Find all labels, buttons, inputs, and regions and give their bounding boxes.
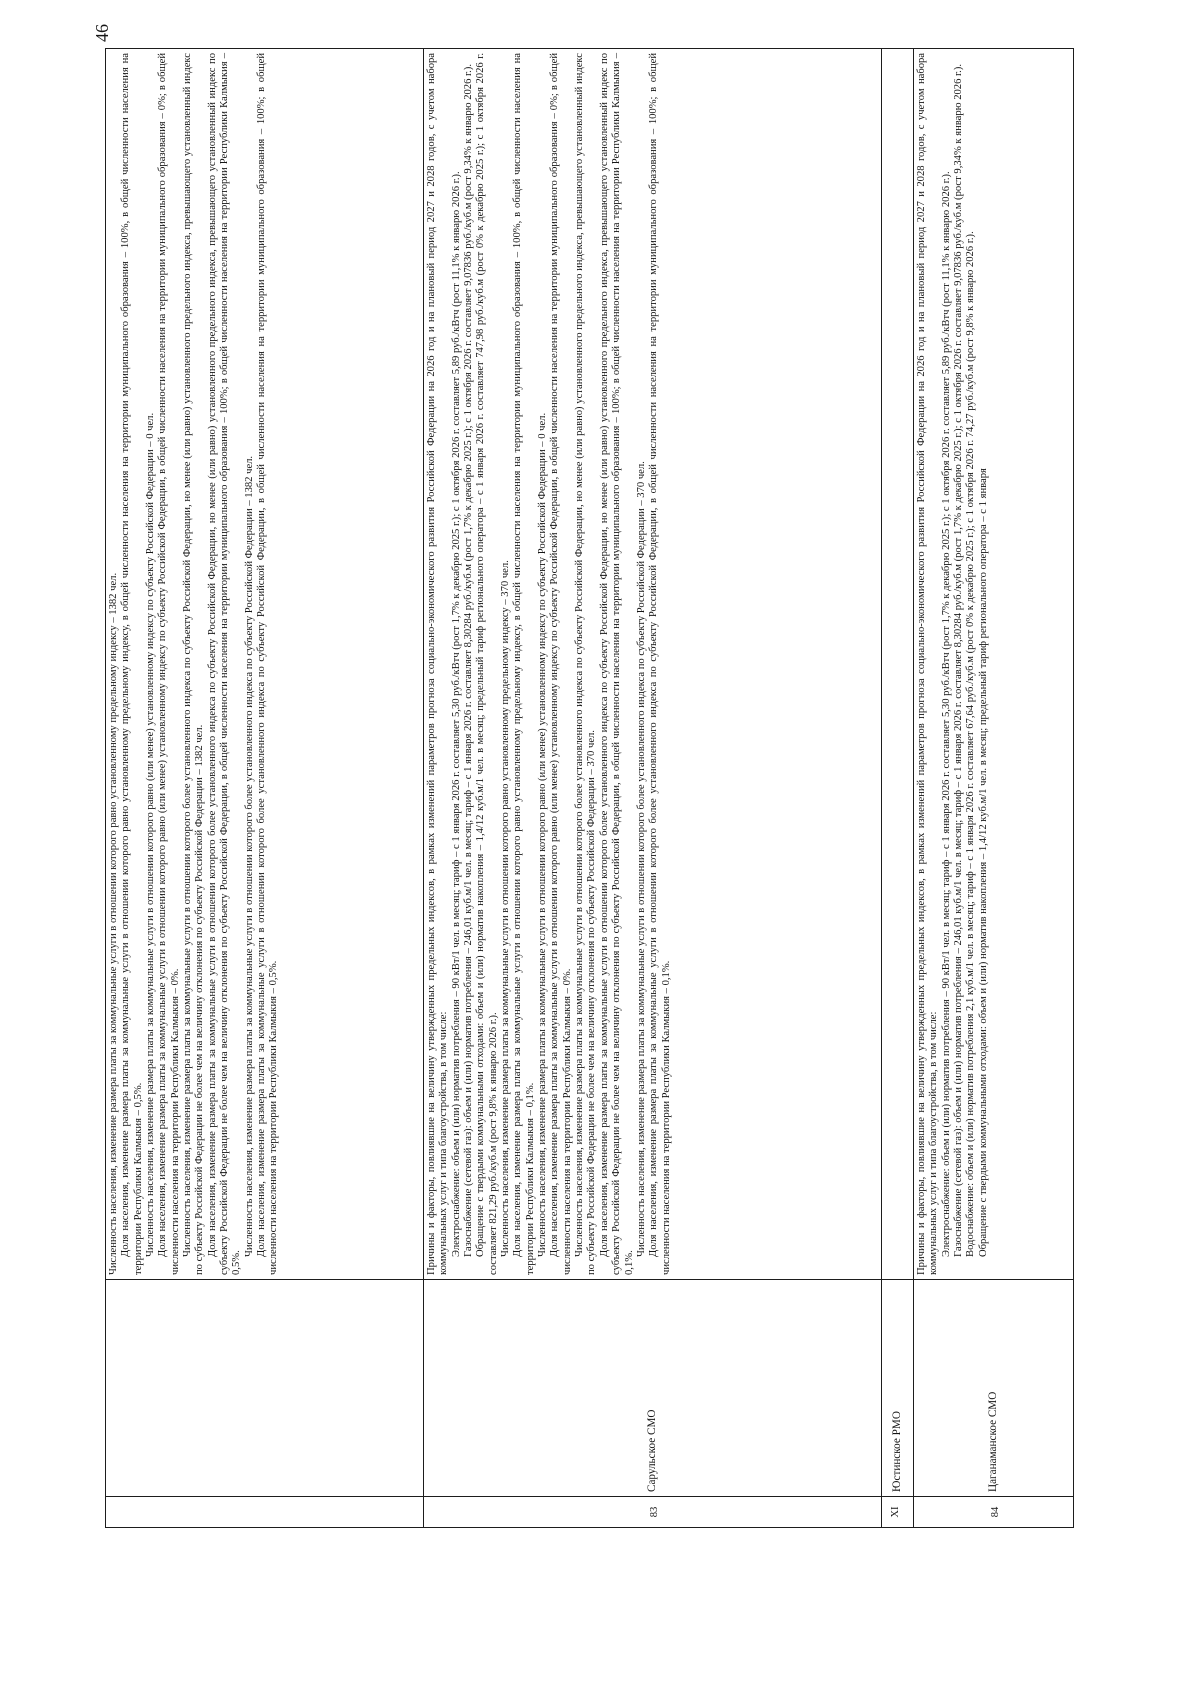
district-name: Юстинское РМО [882, 1280, 914, 1497]
paragraph: Численность населения, изменение размера платы за коммунальные услуги в отношении которого равно (или менее) установленному индексу по субъекту Российской Федерации – 0 чел. [145, 412, 157, 1257]
paragraph: Доля населения, изменение размера платы за коммунальные услуги в отношении которого более установленного индекса по субъекту Российской Федерации, в общей численности населения на территории муниципального образования – 100%; в общей численности населения на территории Республики Калмыкия – 0,5%. [256, 53, 280, 1275]
paragraph: Причины и факторы, повлиявшие на величину утвержденных предельных индексов, в рамках изменений параметров прогноза социально-экономического развития Российской Федерации на 2026 год и на плановый период 2027 и 2028 годов, с учетом набора коммунальных услуг и типа благоустройства, в том числе: [426, 53, 450, 1275]
paragraph: Газоснабжение (сетевой газ): объем и (или) норматив потребления – 246,01 куб.м/1 чел. в месяц; тариф – с 1 января 2026 г. составляет 8,30284 руб./куб.м (рост 1,7% к декабрю 2025 г.); с 1 октября 2026 г. составляет 9,07836 руб./куб.м (рост 9,34% к январю 2026 г.). [463, 64, 475, 1257]
paragraph: Водоснабжение: объем и (или) норматив потребления 2,1 куб.м/1 чел. в месяц; тариф – с 1 января 2026 г. составляет 67,64 руб./куб.м (рост 0% к декабрю 2025 г.); с 1 октября 2026 г. 74,27 руб./куб.м (рост 9,8% к январю 2026 г.). [965, 231, 977, 1257]
paragraph: Доля населения, изменение размера платы за коммунальные услуги в отношении которого равно установленному предельному индексу, в общей численности населения на территории муниципального образования – 100%, в общей численности населения на территории Республики Калмыкия – 0,5%. [120, 53, 144, 1275]
table-row [914, 49, 1074, 1528]
row-text [106, 49, 424, 1280]
municipal-index-table [105, 48, 1074, 1528]
paragraph: Доля населения, изменение размера платы за коммунальные услуги в отношении которого более установленного индекса по субъекту Российской Федерации, но менее (или равно) установленного предельного индекса, превышающего установленный индекс по субъекту Российской Федерации не более чем на величину отклонения по субъекту Российской Федерации, в общей численности населения на территории муниципального образования – 100%; в общей численности населения на территории Республики Калмыкия – 0,1%. [598, 53, 635, 1275]
paragraph: Электроснабжение: объем и (или) норматив потребления – 90 кВт/1 чел. в месяц; тариф – с 1 января 2026 г. составляет 5,30 руб./кВтч (рост 1,7% к декабрю 2025 г.); с 1 октября 2026 г. составляет 5,89 руб./кВтч (рост 11,1% к январю 2026 г.). [940, 171, 952, 1257]
paragraph: Численность населения, изменение размера платы за коммунальные услуги в отношении которого более установленного индекса по субъекту Российской Федерации – 370 чел. [635, 461, 647, 1257]
paragraph: Электроснабжение: объем и (или) норматив потребления – 90 кВт/1 чел. в месяц; тариф – с 1 января 2026 г. составляет 5,30 руб./кВтч (рост 1,7% к декабрю 2025 г.); с 1 октября 2026 г. составляет 5,89 руб./кВтч (рост 11,1% к январю 2026 г.). [450, 171, 462, 1257]
paragraph: Доля населения, изменение размера платы за коммунальные услуги в отношении которого равно установленному предельному индексу, в общей численности населения на территории муниципального образования – 100%, в общей численности населения на территории Республики Калмыкия – 0,1%. [512, 53, 536, 1275]
row-number: XI [882, 1497, 914, 1528]
paragraph: Причины и факторы, повлиявшие на величину утвержденных предельных индексов, в рамках изменений параметров прогноза социально-экономического развития Российской Федерации на 2026 год и на плановый период 2027 и 2028 годов, с учетом набора коммунальных услуг и типа благоустройства, в том числе: [916, 53, 940, 1275]
row-number: 83 [424, 1497, 882, 1528]
row-text [914, 49, 1074, 1280]
paragraph: Доля населения, изменение размера платы за коммунальные услуги в отношении которого равно (или менее) установленному индексу по субъекту Российской Федерации, в общей численности населения на территории муниципального образования – 0%; в общей численности населения на территории Республики Калмыкия – 0%. [157, 53, 181, 1275]
page-number: 46 [92, 24, 112, 42]
rotated-table-wrapper [105, 48, 1095, 1528]
row-number: 84 [914, 1497, 1074, 1528]
municipality-name [106, 1280, 424, 1497]
paragraph: Доля населения, изменение размера платы за коммунальные услуги в отношении которого более установленного индекса по субъекту Российской Федерации, в общей численности населения на территории муниципального образования – 100%; в общей численности населения на территории Республики Калмыкия – 0,1%. [648, 53, 672, 1275]
paragraph: Численность населения, изменение размера платы за коммунальные услуги в отношении которого равно установленному предельному индексу – 1382 чел. [108, 572, 119, 1275]
row-text [424, 49, 882, 1280]
row-number [106, 1497, 424, 1528]
paragraph: Численность населения, изменение размера платы за коммунальные услуги в отношении которого равно (или менее) установленному индексу по субъекту Российской Федерации – 0 чел. [537, 412, 549, 1257]
paragraph: Обращение с твердыми коммунальными отходами: объем и (или) норматив накопления – 1,4/12 куб.м/1 чел. в месяц; предельный тариф регионального оператора – с 1 января [977, 468, 989, 1257]
municipality-name: Цаганаманское СМО [914, 1280, 1074, 1497]
table-row [882, 49, 914, 1528]
paragraph: Численность населения, изменение размера платы за коммунальные услуги в отношении которого более установленного индекса по субъекту Российской Федерации, но менее (или равно) установленного предельного индекса, превышающего установленный индекс по субъекту Российской Федерации не более чем на величину отклонения по субъекту Российской Федерации – 370 чел. [574, 53, 598, 1275]
paragraph: Численность населения, изменение размера платы за коммунальные услуги в отношении которого более установленного индекса по субъекту Российской Федерации, но менее (или равно) установленного предельного индекса, превышающего установленный индекс по субъекту Российской Федерации не более чем на величину отклонения по субъекту Российской Федерации – 1382 чел. [182, 53, 206, 1275]
paragraph: Численность населения, изменение размера платы за коммунальные услуги в отношении которого более установленного индекса по субъекту Российской Федерации – 1382 чел. [243, 455, 255, 1257]
row-text [882, 49, 914, 1280]
paragraph: Численность населения, изменение размера платы за коммунальные услуги в отношении которого равно установленному предельному индексу – 370 чел. [500, 560, 512, 1257]
paragraph: Доля населения, изменение размера платы за коммунальные услуги в отношении которого равно (или менее) установленному индексу по субъекту Российской Федерации, в общей численности населения на территории муниципального образования – 0%; в общей численности населения на территории Республики Калмыкия – 0%. [549, 53, 573, 1275]
paragraph: Газоснабжение (сетевой газ): объем и (или) норматив потребления – 246,01 куб.м/1 чел. в месяц; тариф – с 1 января 2026 г. составляет 8,30284 руб./куб.м (рост 1,7% к декабрю 2025 г.); с 1 октября 2026 г. составляет 9,07836 руб./куб.м (рост 9,34% к январю 2026 г.). [953, 64, 965, 1257]
paragraph: Обращение с твердыми коммунальными отходами: объем и (или) норматив накопления – 1,4/12 куб.м/1 чел. в месяц; предельный тариф регионального оператора – с 1 января 2026 г. составляет 747,98 руб./куб.м (рост 0% к декабрю 2025 г.); с 1 октября 2026 г. составляет 821,29 руб./куб.м (рост 9,8% к январю 2026 г.). [475, 53, 499, 1275]
paragraph: Доля населения, изменение размера платы за коммунальные услуги в отношении которого более установленного индекса по субъекту Российской Федерации, но менее (или равно) установленного предельного индекса, превышающего установленный индекс по субъекту Российской Федерации не более чем на величину отклонения по субъекту Российской Федерации, в общей численности населения на территории муниципального образования – 100%; в общей численности населения на территории Республики Калмыкия – 0,5%. [206, 53, 243, 1275]
municipality-name: Сарульское СМО [424, 1280, 882, 1497]
table-row [424, 49, 882, 1528]
table-row [106, 49, 424, 1528]
